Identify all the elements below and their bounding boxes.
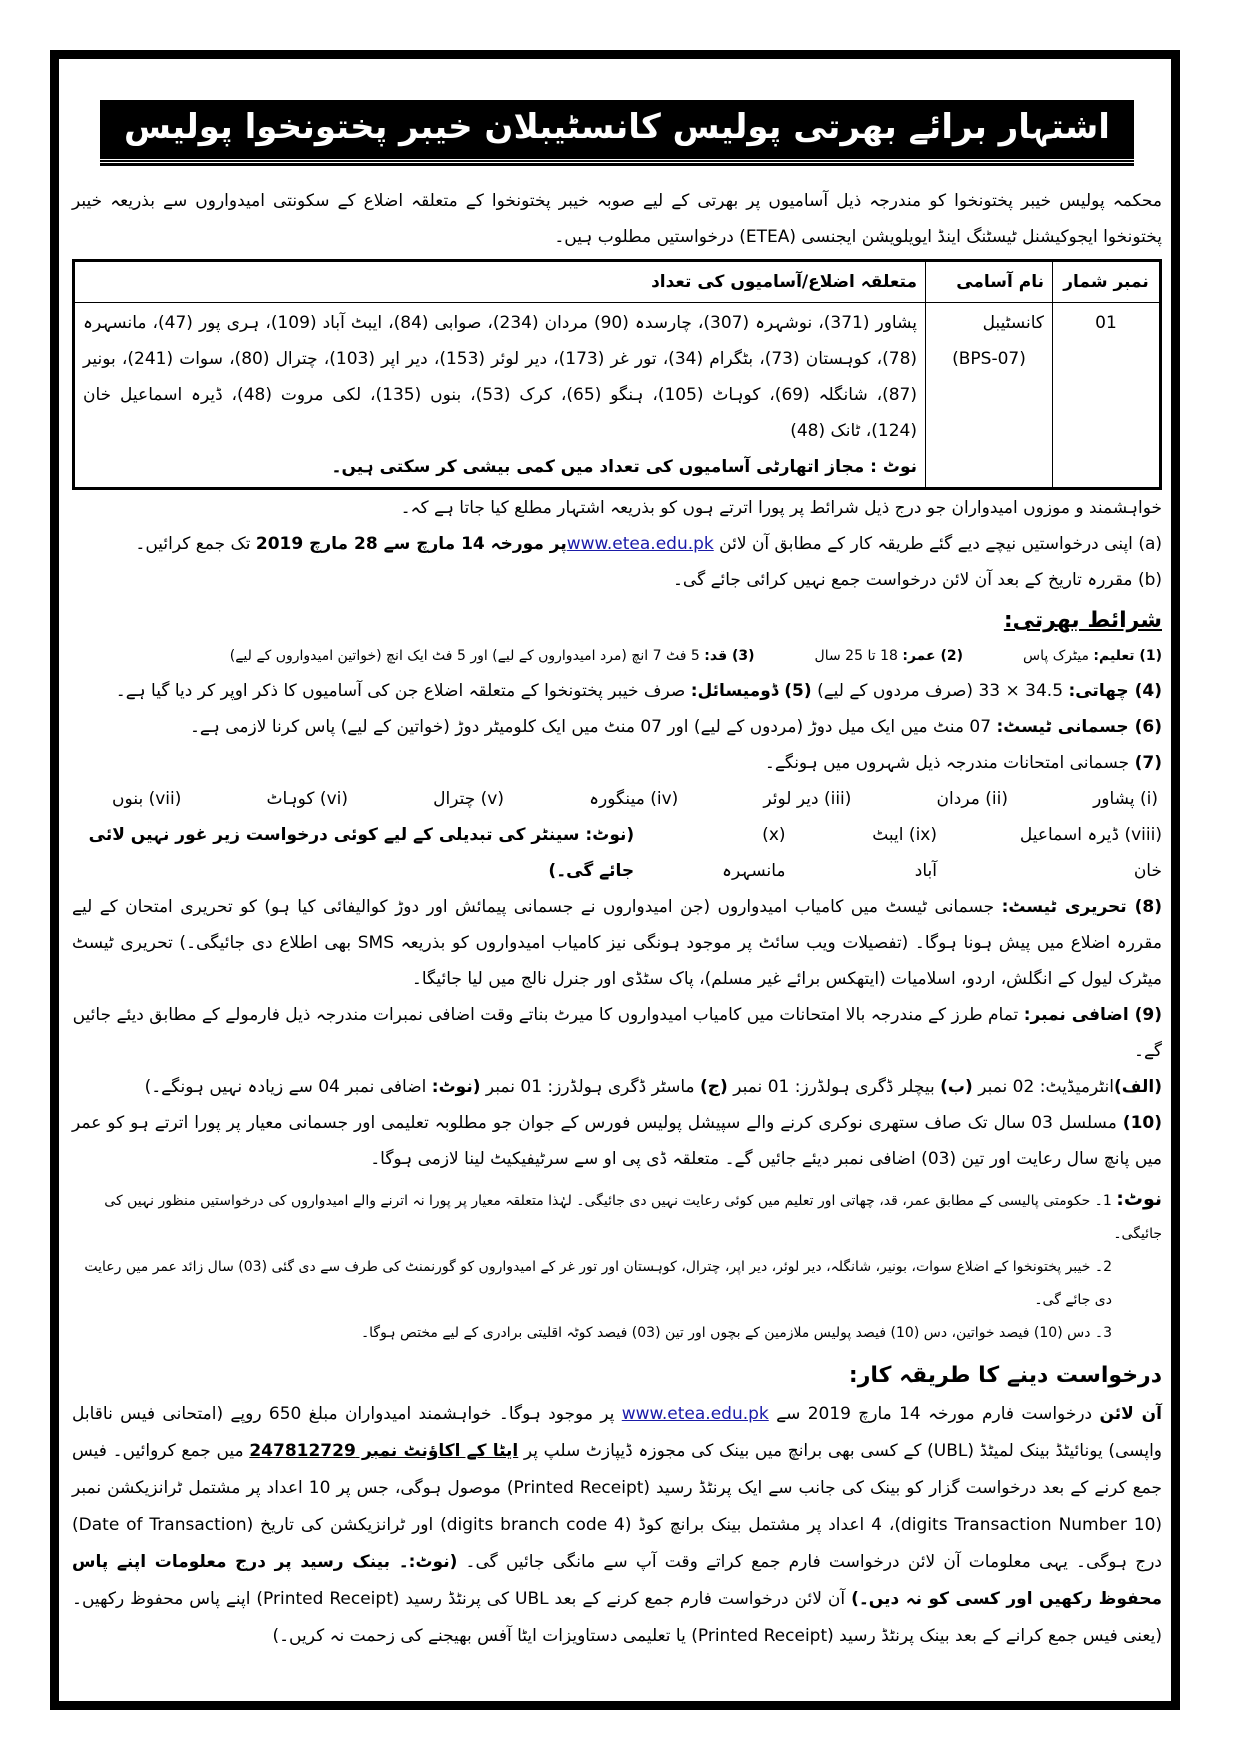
- condition-special-police-value: مسلسل 03 سال تک صاف ستھری نوکری کرنے والے سپیشل پولیس فورس کے جوان جو مطلوبہ تعلیمی اور جسمانی معیار پر پورا اترتے ہو کو عمر میں پانچ سال رعایت اور تین (03) اضافی نمبر دیئے جائیں گے۔ متعلقہ ڈی پی او سے سرٹیفیکیٹ لینا لازمی ہوگا۔: [72, 1113, 1162, 1169]
- condition-age-value: 18 تا 25 سال: [814, 648, 898, 664]
- note-2-text: 2۔ خیبر پختونخوا کے اضلاع سوات، بونیر، شانگلہ، دیر لوئر، دیر اپر، چترال، کوہستان اور تور غر کے امیدواروں کو گورنمنٹ کی طرف سے دی گئی (03) سال زائد عمر میں رعایت دی جائے گی۔: [84, 1259, 1112, 1308]
- condition-exam-cities: [72, 745, 1162, 781]
- condition-age: [815, 640, 963, 673]
- condition-exam-cities-label: (7): [1134, 753, 1162, 773]
- point-b: [72, 562, 1162, 598]
- condition-written-test-value: جسمانی ٹیسٹ میں کامیاب امیدواروں (جن امیدواروں نے جسمانی پیمائش اور دوڑ کوالیفائی کیا ہو) کو تحریری امتحان کے لیے مقررہ اضلاع میں پیش ہونا ہوگا۔ (تفصیلات ویب سائٹ پر موجود ہونگی نیز کامیاب امیدواروں کو بذریعہ SMS بھی اطلاع دی جائیگی۔) تحریری ٹیسٹ میٹرک لیول کے انگلش، اردو، اسلامیات (ایتھکس برائے غیر مسلم)، پاک سٹڈی اور جنرل نالج میں لیا جائیگا۔: [72, 897, 1163, 989]
- condition-education-value: میٹرک پاس: [1023, 648, 1089, 664]
- condition-extra-marks: [72, 997, 1162, 1069]
- city-item: (iii) دیر لوئر: [763, 789, 852, 809]
- condition-chest-label: (4) چھاتی:: [1068, 681, 1162, 701]
- invite-text: خواہشمند و موزوں امیدواران جو درج ذیل شرائط پر پورا اترتے ہوں کو بذریعہ اشتہار مطلع کیا جاتا ہے کہ۔: [400, 498, 1162, 518]
- note-3: [72, 1317, 1162, 1350]
- city-item: (x) مانسہرہ: [722, 825, 786, 881]
- master-value: ماسٹر ڈگری ہولڈرز: 01 نمبر: [485, 1077, 695, 1097]
- conditions-row-1: [72, 640, 1162, 673]
- condition-special-police: [72, 1105, 1162, 1177]
- condition-age-label: (2) عمر:: [902, 648, 964, 664]
- method-note: (نوٹ:۔ بینک رسید پر درج معلومات اپنے پاس محفوظ رکھیں اور کسی کو نہ دیں۔): [72, 1552, 1162, 1609]
- cell-post: [926, 303, 1053, 489]
- extra-marks-note-value: اضافی نمبر 04 سے زیادہ نہیں ہونگے۔): [144, 1077, 427, 1097]
- post-scale: (BPS-07): [952, 349, 1026, 369]
- bachelor-label: (ب): [940, 1077, 973, 1097]
- table-note: نوٹ : مجاز اتھارٹی آسامیوں کی تعداد میں کمی بیشی کر سکتی ہیں۔: [331, 457, 917, 477]
- etea-link-method[interactable]: www.etea.edu.pk: [621, 1404, 769, 1424]
- extra-marks-breakdown: [72, 1069, 1162, 1105]
- condition-written-test: [72, 889, 1162, 997]
- point-a: [72, 526, 1162, 562]
- method-text-3: میں جمع کروائیں۔ فیس جمع کرنے کے بعد درخواست گزار کو بینک کی جانب سے ایک پرنٹڈ رسید (Printed Receipt) موصول ہوگی، جس پر 10 اعداد پر مشتمل ٹرانزیکشن نمبر (10 digits Transaction Number)، 4 اعداد پر مشتمل بینک برانچ کوڈ (4 digits branch code) اور ٹرانزیکشن کی تاریخ (Date of Transaction) درج ہوگی۔ یہی معلومات آن لائن درخواست فارم جمع کراتے وقت آپ سے مانگی جائیں گی۔: [72, 1441, 1163, 1572]
- method-paragraph: [72, 1396, 1162, 1655]
- account-number: ایٹا کے اکاؤنٹ نمبر 247812729: [249, 1441, 519, 1461]
- method-text-2: پر موجود ہوگا۔ خواہشمند امیدواران مبلغ 650 روپے (امتحانی فیس ناقابل واپسی) یونائیٹڈ بینک لمیٹڈ (UBL) کے کسی بھی برانچ میں بینک کی مجوزہ ڈیپازٹ سلپ پر: [72, 1404, 1163, 1461]
- condition-special-police-label: (10): [1122, 1113, 1163, 1133]
- city-item: (vi) کوہاٹ: [266, 789, 348, 809]
- city-item: (viii) ڈیرہ اسماعیل خان: [1019, 825, 1162, 881]
- city-item: (ix) ایبٹ آباد: [872, 825, 937, 881]
- city-item: (v) چترال: [433, 789, 504, 809]
- conditions-heading: شرائط بھرتی:: [1003, 608, 1162, 633]
- serial-value: 01: [1095, 313, 1117, 333]
- posts-table: [72, 259, 1162, 490]
- condition-education: [1023, 640, 1162, 673]
- note-3-text: 3۔ دس (10) فیصد خواتین، دس (10) فیصد پولیس ملازمین کے بچوں اور تین (03) فیصد کوٹہ اقلیتی برادری کے لیے مختص ہوگا۔: [360, 1325, 1112, 1341]
- point-a-end: تک جمع کرائیں۔: [135, 534, 251, 554]
- condition-extra-marks-value: تمام طرز کے مندرجہ بالا امتحانات میں کامیاب امیدواروں کا میرٹ بناتے وقت اضافی نمبرات مندرجہ ذیل فارمولے کے مطابق دیئے جائیں گے۔: [72, 1005, 1162, 1061]
- conditions-row-2: [72, 673, 1162, 709]
- header-post: نام آسامی: [926, 261, 1053, 303]
- intro-paragraph: محکمہ پولیس خیبر پختونخوا کو مندرجہ ذیل آسامیوں پر بھرتی کے لیے صوبہ خیبر پختونخوا کے متعلقہ اضلاع کے سکونتی امیدواروں سے بذریعہ خیبر پختونخوا ایجوکیشنل ٹیسٹنگ اینڈ ایویلویشن ایجنسی (ETEA) درخواستیں مطلوب ہیں۔: [72, 191, 1162, 247]
- note-2: [72, 1251, 1162, 1317]
- online-label: آن لائن: [1099, 1404, 1163, 1424]
- point-b-label: (b): [1137, 570, 1162, 590]
- table-row: [74, 303, 1161, 489]
- cities-row-1: [72, 781, 1162, 817]
- method-text-1: درخواست فارم مورخہ 14 مارچ 2019 سے: [776, 1404, 1093, 1424]
- post-name: کانسٹیبل: [982, 313, 1044, 333]
- method-heading: درخواست دینے کا طریقہ کار:: [848, 1363, 1162, 1388]
- cell-serial: [1053, 303, 1161, 489]
- header-districts: متعلقہ اضلاع/آسامیوں کی تعداد: [74, 261, 926, 303]
- extra-marks-note-label: (نوٹ:: [431, 1077, 481, 1097]
- condition-extra-marks-label: (9) اضافی نمبر:: [1023, 1005, 1162, 1025]
- condition-domicile-value: صرف خیبر پختونخوا کے متعلقہ اضلاع جن کی آسامیوں کا ذکر اوپر کر دیا گیا ہے۔: [115, 681, 686, 701]
- condition-domicile-label: (5) ڈومیسائل:: [690, 681, 812, 701]
- advertisement-content: [72, 72, 1162, 1655]
- note-1-text: 1۔ حکومتی پالیسی کے مطابق عمر، قد، چھاتی اور تعلیم میں کوئی رعایت نہیں دی جائیگی۔ لہٰذا متعلقہ معیار پر پورا نہ اترنے والے امیدواروں کی درخواستیں منظور نہیں کی جائیگی۔: [104, 1193, 1162, 1242]
- point-a-dates: پر مورخہ 14 مارچ سے 28 مارچ 2019: [255, 534, 567, 554]
- cities-row-2: [72, 817, 1162, 889]
- city-item: (iv) مینگورہ: [589, 789, 679, 809]
- city-item: (i) پشاور: [1093, 789, 1158, 809]
- intermediate-value: انٹرمیڈیٹ: 02 نمبر: [978, 1077, 1114, 1097]
- header-serial: نمبر شمار: [1053, 261, 1161, 303]
- condition-physical-test-label: (6) جسمانی ٹیسٹ:: [996, 717, 1162, 737]
- cities-note: (نوٹ: سینٹر کی تبدیلی کے لیے کوئی درخواست زیر غور نہیں لائی جائے گی۔): [88, 825, 635, 881]
- table-header-row: [74, 261, 1161, 303]
- etea-link[interactable]: www.etea.edu.pk: [566, 534, 714, 554]
- point-a-label: (a): [1138, 534, 1162, 554]
- condition-height-value: 5 فٹ 7 انچ (مرد امیدواروں کے لیے) اور 5 فٹ ایک انچ (خواتین امیدواروں کے لیے): [229, 648, 700, 664]
- bachelor-value: بیچلر ڈگری ہولڈرز: 01 نمبر: [733, 1077, 935, 1097]
- condition-chest-value: 34.5 × 33 (صرف مردوں کے لیے): [817, 681, 1064, 701]
- condition-physical-test-value: 07 منٹ میں ایک میل دوڑ (مردوں کے لیے) اور 07 منٹ میں ایک کلومیٹر دوڑ (خواتین کے لیے) پاس کرنا لازمی ہے۔: [189, 717, 992, 737]
- condition-exam-cities-value: جسمانی امتحانات مندرجہ ذیل شہروں میں ہونگے۔: [764, 753, 1130, 773]
- master-label: (ج): [700, 1077, 728, 1097]
- title-wrap: [72, 100, 1162, 163]
- method-text-4: آن لائن درخواست فارم جمع کرنے کے بعد UBL کی پرنٹڈ رسید (Printed Receipt) اپنے پاس محفوظ رکھیں۔ (یعنی فیس جمع کرانے کے بعد بینک پرنٹڈ رسید (Printed Receipt) یا تعلیمی دستاویزات ایٹا آفس بھیجنے کی زحمت نہ کریں۔): [72, 1589, 1162, 1646]
- districts-list: پشاور (371)، نوشہرہ (307)، چارسدہ (90) مردان (234)، صوابی (84)، ایبٹ آباد (109)، ہری پور (47)، مانسہرہ (78)، کوہستان (73)، بٹگرام (34)، تور غر (173)، دیر لوئر (153)، دیر اپر (103)، چترال (80)، سوات (241)، بونیر (87)، شانگلہ (69)، کوہاٹ (105)، ہنگو (65)، کرک (53)، بنوں (135)، لکی مروت (48)، ڈیرہ اسماعیل خان (124)، ٹانک (48): [83, 313, 918, 441]
- condition-written-test-label: (8) تحریری ٹیسٹ:: [1001, 897, 1163, 917]
- point-a-text: اپنی درخواستیں نیچے دیے گئے طریقہ کار کے مطابق آن لائن: [719, 534, 1133, 554]
- notes-label: نوٹ:: [1116, 1188, 1162, 1210]
- city-item: (vii) بنوں: [112, 789, 182, 809]
- condition-height-label: (3) قد:: [704, 648, 755, 664]
- condition-height: [230, 640, 755, 673]
- cell-districts: [74, 303, 926, 489]
- condition-physical-test: [72, 709, 1162, 745]
- page-title: اشتہار برائے بھرتی پولیس کانسٹیبلان خیبر پختونخوا پولیس: [100, 100, 1134, 163]
- condition-education-label: (1) تعلیم:: [1093, 648, 1162, 664]
- point-b-text: مقررہ تاریخ کے بعد آن لائن درخواست جمع نہیں کرائی جائے گی۔: [672, 570, 1133, 590]
- note-1: [72, 1183, 1162, 1251]
- city-item: (ii) مردان: [936, 789, 1008, 809]
- intermediate-label: (الف): [1114, 1077, 1162, 1097]
